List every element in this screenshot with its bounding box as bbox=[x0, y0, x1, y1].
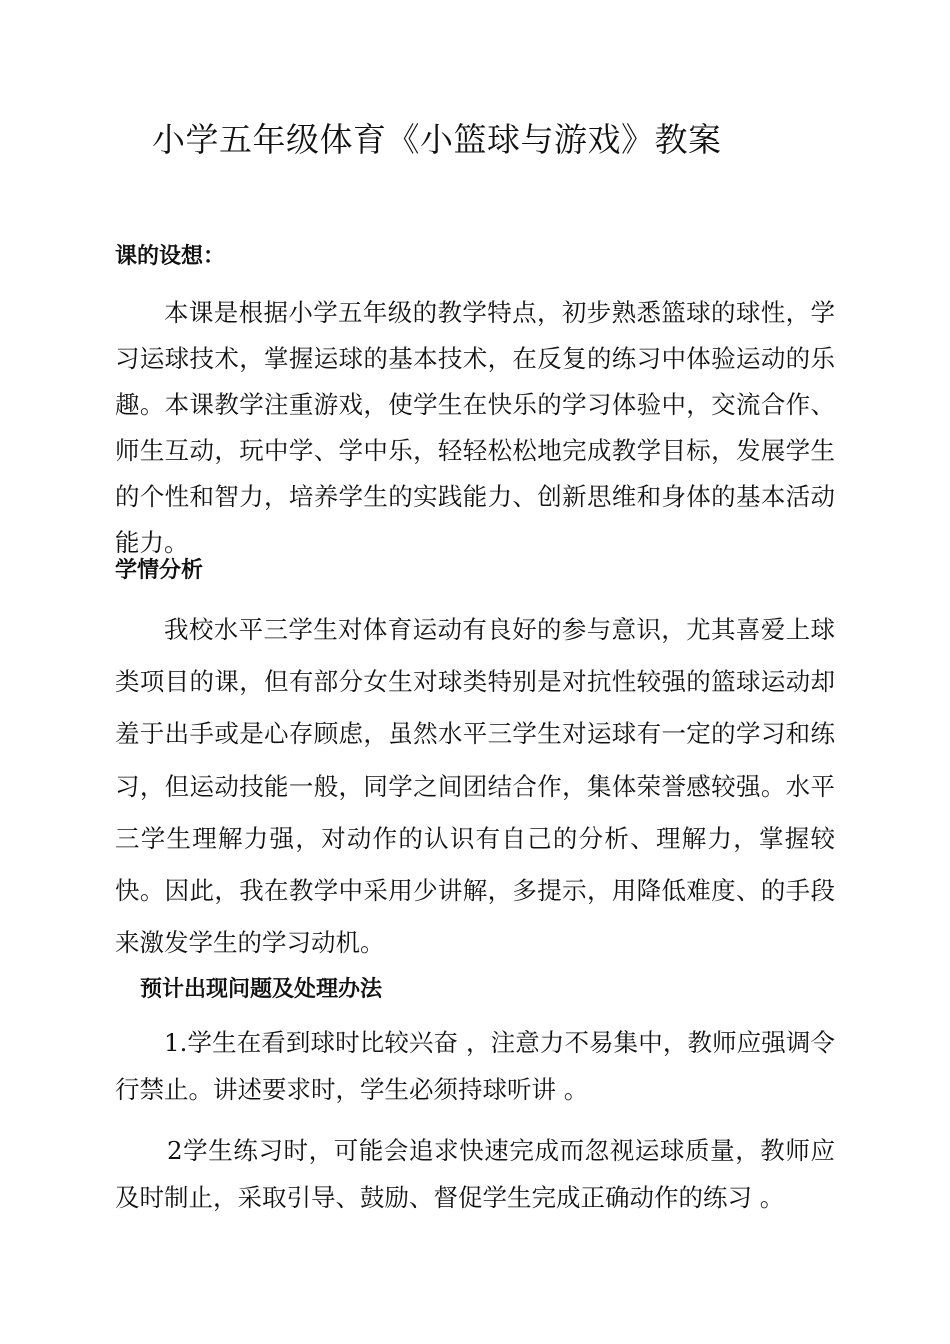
paragraph-lesson-concept: 本课是根据小学五年级的教学特点，初步熟悉篮球的球性，学习运球技术，掌握运球的基本技术，在反复的练习中体验运动的乐趣。本课教学注重游戏，使学生在快乐的学习体验中，交流合作、师生互动，玩中学、学中乐，轻轻松松地完成教学目标，发展学生的个性和智力，培养学生的实践能力、创新思维和身体的基本活动能力。 bbox=[115, 298, 835, 557]
paragraph-problem-1: 1.学生在看到球时比较兴奋 ，注意力不易集中，教师应强调令行禁止。讲述要求时，学生必须持球听讲 。 bbox=[115, 1028, 835, 1104]
section-heading-expected-problems: 预计出现问题及处理办法 bbox=[140, 977, 383, 1002]
document-title: 小学五年级体育《小篮球与游戏》教案 bbox=[152, 120, 722, 159]
paragraph-student-analysis: 我校水平三学生对体育运动有良好的参与意识，尤其喜爱上球类项目的课，但有部分女生对球类特别是对抗性较强的篮球运动却羞于出手或是心存顾虑，虽然水平三学生对运球有一定的学习和练习，但运动技能一般，同学之间团结合作，集体荣誉感较强。水平三学生理解力强，对动作的认识有自己的分析、理解力，掌握较快。因此，我在教学中采用少讲解，多提示，用降低难度、的手段来激发学生的学习动机。 bbox=[115, 615, 835, 958]
paragraph-problem-2: 2学生练习时，可能会追求快速完成而忽视运球质量，教师应及时制止，采取引导、鼓励、督促学生完成正确动作的练习 。 bbox=[115, 1136, 835, 1212]
section-heading-student-analysis: 学情分析 bbox=[115, 558, 204, 583]
section-heading-lesson-concept: 课的设想： bbox=[115, 244, 226, 269]
